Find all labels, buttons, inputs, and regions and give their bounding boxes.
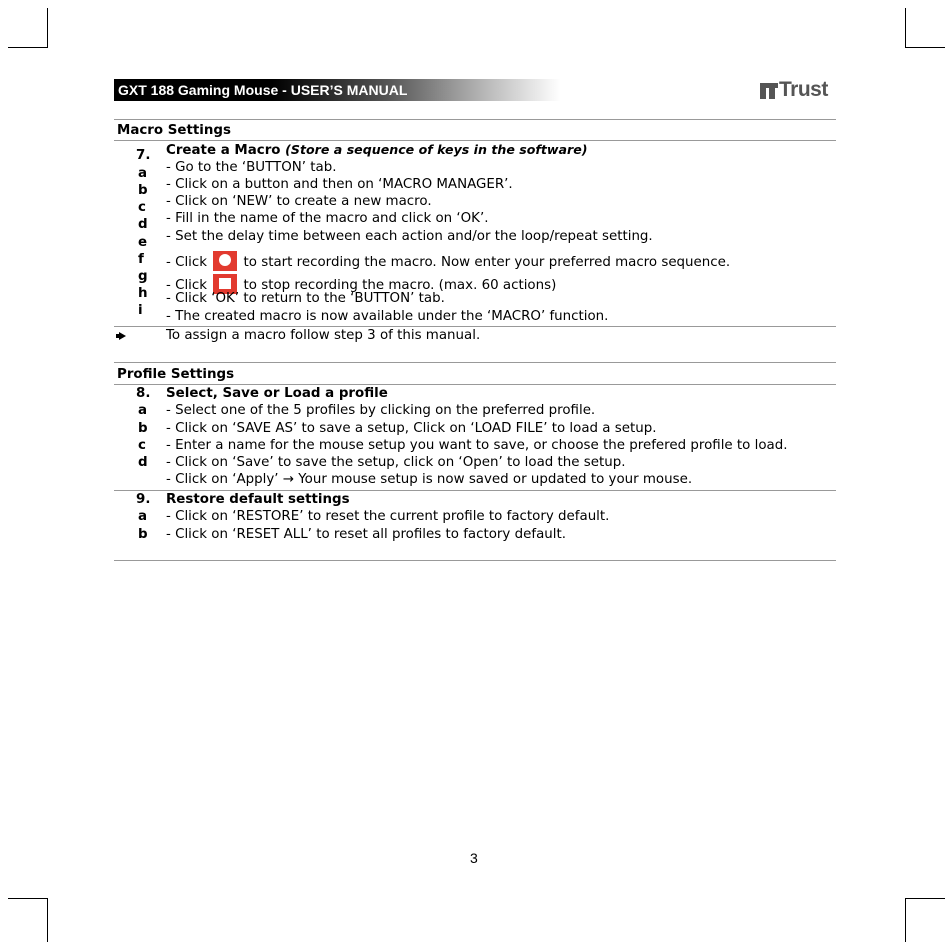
divider [114, 362, 836, 363]
instruction-line: - Click on ‘Apply’ → Your mouse setup is now saved or updated to your mouse. [166, 472, 693, 487]
instruction-line: - Enter a name for the mouse setup you want to save, or choose the prefered profile to load. [166, 438, 788, 453]
step-letter: c [138, 438, 146, 453]
step-letter: d [138, 217, 148, 232]
instruction-line: - The created macro is now available under the ‘MACRO’ function. [166, 309, 609, 324]
arrow-bullet-icon [116, 331, 126, 341]
macro-section-title: Macro Settings [117, 123, 231, 138]
instruction-line: - Select one of the 5 profiles by clicking on the preferred profile. [166, 403, 596, 418]
manual-header [114, 79, 834, 101]
instruction-line-record: - Click to start recording the macro. Now enter your preferred macro sequence. [166, 251, 730, 271]
step-subtitle: (Store a sequence of keys in the software) [285, 142, 588, 157]
profile-section-title: Profile Settings [117, 367, 235, 382]
step-letter: b [138, 421, 148, 436]
instruction-line: - Click on ‘RESTORE’ to reset the current profile to factory default. [166, 509, 610, 524]
divider [114, 490, 836, 491]
record-icon [213, 251, 237, 271]
divider [114, 119, 836, 120]
divider [114, 140, 836, 141]
brand-logo [760, 78, 828, 102]
instruction-line: - Click on ‘Save’ to save the setup, click on ‘Open’ to load the setup. [166, 455, 626, 470]
step-letter: h [138, 286, 148, 301]
step-letter: d [138, 455, 148, 470]
instruction-line: - Click ‘OK’ to return to the ‘BUTTON’ tab. [166, 291, 445, 306]
crop-mark-bottom-right-v [905, 898, 906, 942]
trust-logo-icon [760, 80, 778, 100]
instruction-line: - Fill in the name of the macro and click on ‘OK’. [166, 211, 489, 226]
crop-mark-top-right-h [905, 47, 945, 48]
brand-name: Trust [779, 78, 828, 101]
crop-mark-bottom-left-v [47, 898, 48, 942]
instruction-line: - Click on ‘SAVE AS’ to save a setup, Click on ‘LOAD FILE’ to load a setup. [166, 421, 657, 436]
divider [114, 560, 836, 561]
divider [114, 326, 836, 327]
macro-note: To assign a macro follow step 3 of this manual. [166, 328, 481, 343]
step-letter: a [138, 166, 148, 181]
step-letter: a [138, 403, 148, 418]
step-letter: e [138, 235, 148, 250]
step-number: 8. [136, 386, 151, 401]
instruction-line-stop: - Click to stop recording the macro. (max. 60 actions) [166, 274, 556, 294]
step-letter: g [138, 269, 148, 284]
header-title: GXT 188 Gaming Mouse - USER’S MANUAL [118, 82, 408, 98]
step-letter: f [138, 252, 144, 267]
step-number: 9. [136, 492, 151, 507]
step-title: Create a Macro (Store a sequence of keys in the software) [166, 142, 588, 158]
crop-mark-bottom-left-h [8, 898, 48, 899]
step-number: 7. [136, 148, 151, 163]
step-letter: a [138, 509, 148, 524]
step-title: Select, Save or Load a profile [166, 386, 388, 401]
step-letter: c [138, 200, 146, 215]
instruction-line: - Set the delay time between each action and/or the loop/repeat setting. [166, 229, 653, 244]
instruction-line: - Click on ‘NEW’ to create a new macro. [166, 194, 432, 209]
step-letter: b [138, 183, 148, 198]
step-letter: b [138, 527, 148, 542]
step-letter: i [138, 303, 143, 318]
crop-mark-top-left-h [8, 47, 48, 48]
page-number: 3 [470, 850, 478, 866]
crop-mark-top-left-v [47, 8, 48, 48]
crop-mark-bottom-right-h [905, 898, 945, 899]
instruction-line: - Click on a button and then on ‘MACRO MANAGER’. [166, 177, 513, 192]
crop-mark-top-right-v [905, 8, 906, 48]
instruction-line: - Go to the ‘BUTTON’ tab. [166, 160, 337, 175]
divider [114, 384, 836, 385]
instruction-line: - Click on ‘RESET ALL’ to reset all profiles to factory default. [166, 527, 566, 542]
step-title: Restore default settings [166, 492, 350, 507]
